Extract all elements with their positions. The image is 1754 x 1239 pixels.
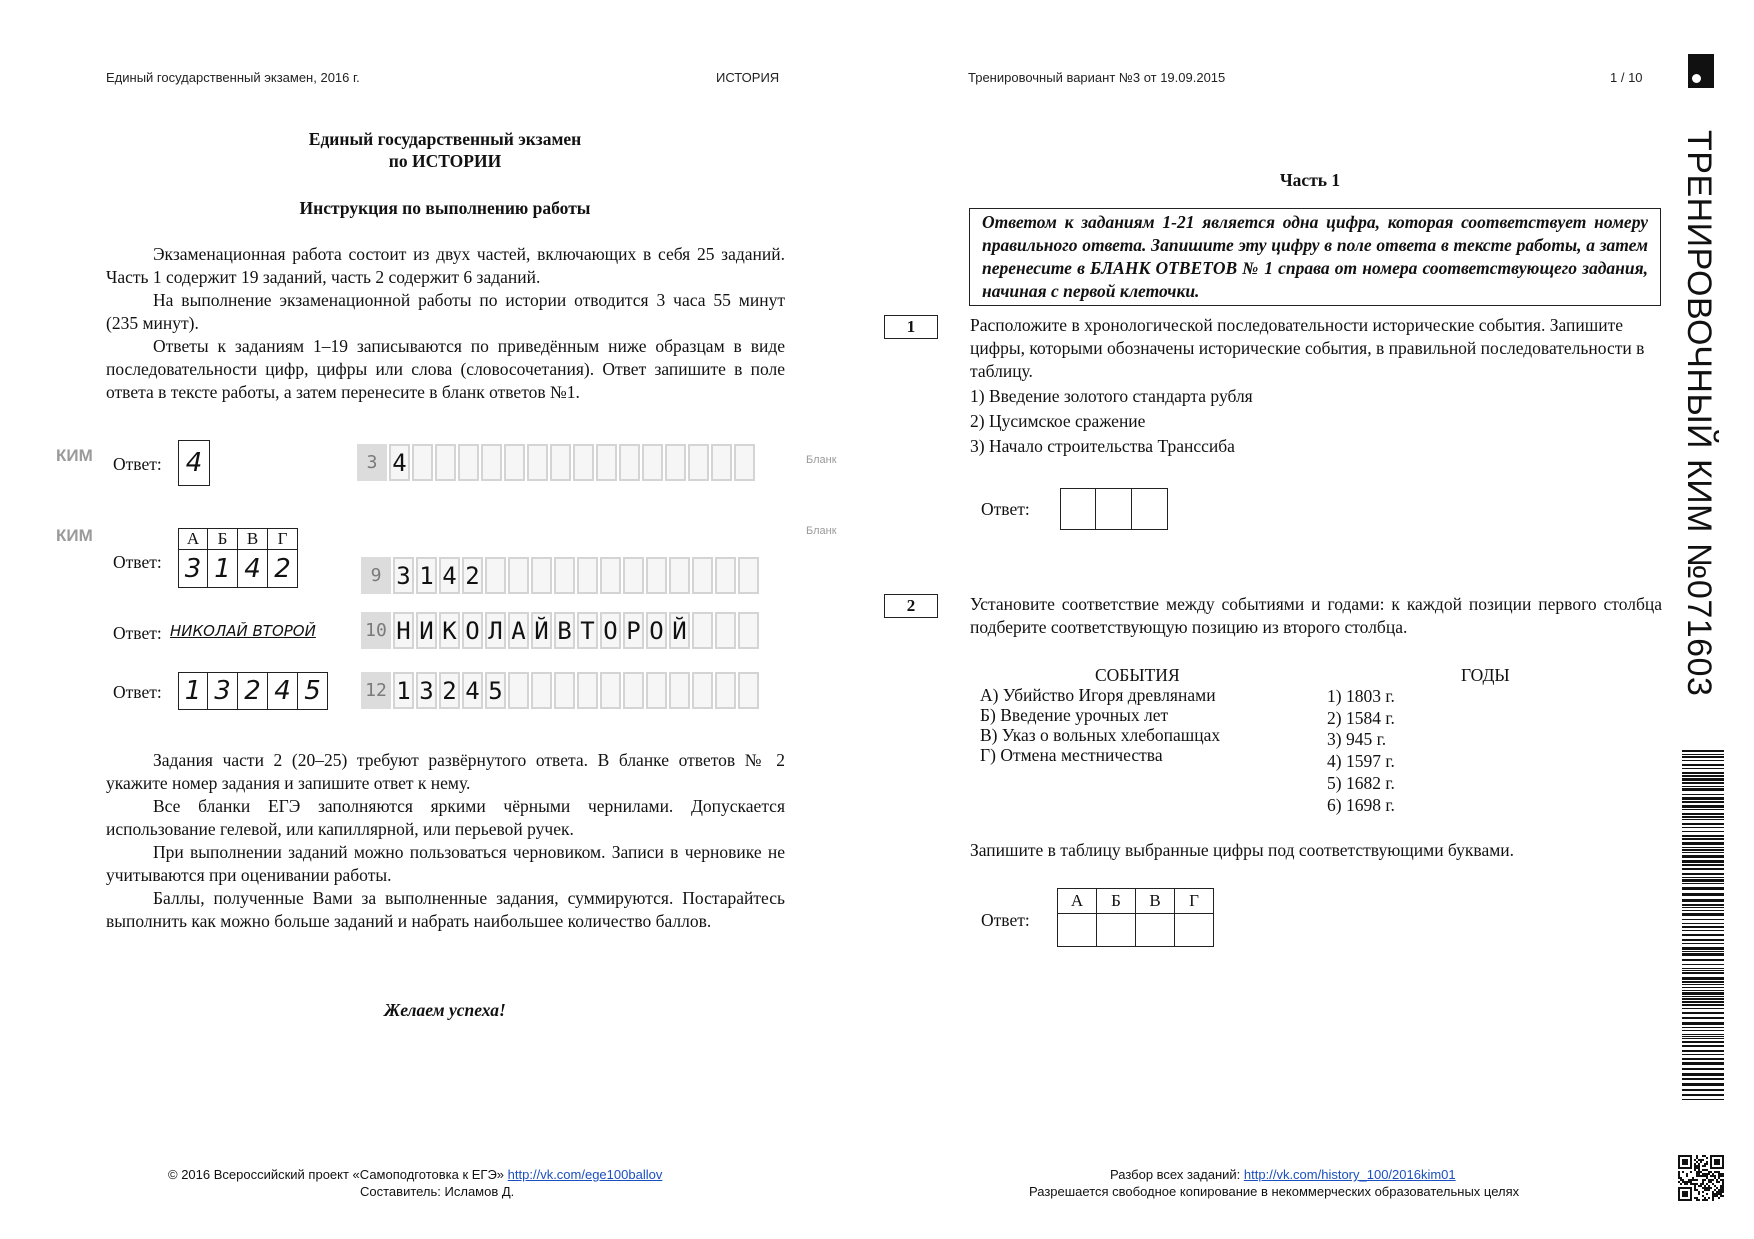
- letter-cell: Г: [1175, 889, 1214, 914]
- blank-label: Бланк: [806, 454, 837, 466]
- footer-copy-note: Разрешается свободное копирование в некоммерческих образовательных целях: [1029, 1184, 1520, 1199]
- page-title-line2: по ИСТОРИИ: [388, 151, 502, 171]
- blank-strip-example-2: [361, 557, 761, 594]
- digit-cell: 1: [178, 672, 208, 710]
- header-exam-title: Единый государственный экзамен, 2016 г.: [106, 70, 360, 85]
- year-item: 4) 1597 г.: [1327, 751, 1395, 772]
- task-1-item: 2) Цусимское сражение: [970, 411, 1146, 431]
- blank-label: Бланк: [806, 525, 837, 537]
- letter-cell: Г: [268, 528, 298, 550]
- task-2-intro: Установите соответствие между событиями и годами: к каждой позиции первого столбца подберите соответствующую позицию из второго столбца.: [970, 594, 1662, 637]
- page-title-line1: Единый государственный экзамен: [308, 129, 582, 149]
- strip-cell: К: [439, 612, 460, 649]
- qr-code-icon: [1678, 1155, 1724, 1201]
- barcode-icon: [1682, 750, 1724, 1100]
- instructions-paragraph-2: На выполнение экзаменационной работы по истории отводится 3 часа 55 минут (235 минут).: [106, 290, 785, 333]
- strip-cell: 3: [416, 672, 437, 709]
- answer-cell[interactable]: [1058, 914, 1097, 947]
- task-1-answer-field[interactable]: [1060, 488, 1168, 530]
- strip-number: 10: [361, 612, 391, 649]
- digit-cell: 4: [238, 550, 268, 588]
- strip-cell: 1: [416, 557, 437, 594]
- digit-cell: 3: [178, 550, 208, 588]
- instructions-paragraph-1: Экзаменационная работа состоит из двух частей, включающих в себя 25 заданий. Часть 1 содержит 19 заданий, часть 2 содержит 6 заданий.: [106, 244, 785, 287]
- strip-cell: 4: [389, 444, 410, 481]
- task-1-item: 3) Начало строительства Транссиба: [970, 436, 1235, 456]
- letter-cell: В: [1136, 889, 1175, 914]
- blank-strip-example-3: [361, 612, 761, 649]
- answer-cell[interactable]: [1097, 914, 1136, 947]
- answer-label: Ответ:: [113, 623, 162, 643]
- strip-number: 12: [361, 672, 391, 709]
- good-luck-text: Желаем успеха!: [384, 1000, 506, 1020]
- year-item: 3) 945 г.: [1327, 729, 1387, 750]
- answer-label: Ответ:: [981, 499, 1030, 519]
- header-subject: ИСТОРИЯ: [716, 70, 780, 85]
- blank-strip-example-4: [361, 672, 761, 709]
- strip-cell: А: [508, 612, 529, 649]
- strip-cell: Т: [577, 612, 598, 649]
- instructions-notice: Ответом к заданиям 1-21 является одна цифра, которая соответствует номеру правильного ответа. Запишите эту цифру в поле ответа в тексте работы, а затем перенесите в БЛАНК ОТВЕТОВ № 1 справа от номера соответствующего задания, начиная с первой клеточки.: [969, 208, 1661, 306]
- example-word-answer: НИКОЛАЙ ВТОРОЙ: [170, 622, 316, 640]
- answer-cell[interactable]: [1136, 914, 1175, 947]
- instructions-paragraph-6: При выполнении заданий можно пользоваться черновиком. Записи в черновике не учитываются при оценивании работы.: [106, 842, 785, 885]
- strip-cell: Й: [531, 612, 552, 649]
- years-column-title: ГОДЫ: [1461, 665, 1510, 685]
- event-item: А) Убийство Игоря древлянами: [980, 685, 1216, 705]
- year-item: 1) 1803 г.: [1327, 686, 1395, 706]
- footer-link-vk-group[interactable]: http://vk.com/ege100ballov: [507, 1167, 663, 1182]
- strip-cell: 1: [393, 672, 414, 709]
- digit-cell: 2: [268, 550, 298, 588]
- strip-cell: О: [600, 612, 621, 649]
- strip-cell: 4: [439, 557, 460, 594]
- strip-number: 3: [357, 444, 387, 481]
- task-2-answer-table[interactable]: [1057, 888, 1214, 947]
- digit-cell: 2: [238, 672, 268, 710]
- instructions-paragraph-5: Все бланки ЕГЭ заполняются яркими чёрными чернилами. Допускается использование гелевой, или капиллярной, или перьевой ручек.: [106, 796, 785, 839]
- letter-cell: В: [238, 528, 268, 550]
- year-item: 2) 1584 г.: [1327, 707, 1395, 728]
- part-title: Часть 1: [1279, 170, 1341, 190]
- vertical-kim-title: ТРЕНИРОВОЧНЫЙ КИМ №071603: [1680, 130, 1718, 697]
- strip-cell: 3: [393, 557, 414, 594]
- answer-label: Ответ:: [981, 910, 1030, 930]
- letter-cell: Б: [1097, 889, 1136, 914]
- example-digits-box: [178, 672, 328, 710]
- letter-cell: Б: [208, 528, 238, 550]
- header-variant: Тренировочный вариант №3 от 19.09.2015: [968, 70, 1226, 85]
- strip-cell: 5: [485, 672, 506, 709]
- events-column-title: СОБЫТИЯ: [1095, 665, 1180, 685]
- strip-cell: 4: [462, 672, 483, 709]
- answer-label: Ответ:: [113, 552, 162, 572]
- digit-cell: 3: [208, 672, 238, 710]
- registration-mark: [1688, 54, 1714, 88]
- event-item: Б) Введение урочных лет: [980, 705, 1169, 725]
- digit-cell: 1: [208, 550, 238, 588]
- strip-cell: Р: [623, 612, 644, 649]
- task-number-2: 2: [884, 594, 938, 618]
- year-item: 5) 1682 г.: [1327, 772, 1395, 793]
- footer-link-analysis[interactable]: http://vk.com/history_100/2016kim01: [1243, 1167, 1456, 1182]
- answer-cell[interactable]: [1175, 914, 1214, 947]
- task-number-1: 1: [884, 315, 938, 339]
- answer-label: Ответ:: [113, 682, 162, 702]
- strip-cell: О: [646, 612, 667, 649]
- letter-cell: А: [178, 528, 208, 550]
- event-item: Г) Отмена местничества: [980, 745, 1163, 765]
- footer-analysis-text: Разбор всех заданий:: [1110, 1167, 1241, 1182]
- strip-cell: 2: [462, 557, 483, 594]
- instructions-title: Инструкция по выполнению работы: [299, 198, 591, 218]
- strip-cell: Н: [393, 612, 414, 649]
- strip-cell: 2: [439, 672, 460, 709]
- kim-label: КИМ: [56, 446, 93, 465]
- letter-cell: А: [1058, 889, 1097, 914]
- answer-label: Ответ:: [113, 454, 162, 474]
- task-1-intro: Расположите в хронологической последовательности исторические события. Запишите цифры, которыми обозначены исторические события, в правильной последовательности в таблицу.: [970, 315, 1645, 381]
- event-item: В) Указ о вольных хлебопашцах: [980, 725, 1221, 745]
- digit-cell: 4: [268, 672, 298, 710]
- instructions-paragraph-3: Ответы к заданиям 1–19 записываются по приведённым ниже образцам в виде последовательности цифр, цифры или слова (словосочетания). Ответ запишите в поле ответа в тексте работы, а затем перенесите в бланк ответов №1.: [106, 336, 785, 402]
- strip-number: 9: [361, 557, 391, 594]
- strip-cell: В: [554, 612, 575, 649]
- example-letter-table: [178, 528, 298, 588]
- instructions-paragraph-4: Задания части 2 (20–25) требуют развёрнутого ответа. В бланке ответов № 2 укажите номер задания и запишите ответ к нему.: [106, 750, 785, 793]
- year-item: 6) 1698 г.: [1327, 794, 1395, 815]
- task-1-item: 1) Введение золотого стандарта рубля: [970, 386, 1253, 406]
- example-answer-box: 4: [178, 440, 210, 486]
- digit-cell: 5: [298, 672, 328, 710]
- instructions-paragraph-7: Баллы, полученные Вами за выполненные задания, суммируются. Постарайтесь выполнить как можно больше заданий и набрать наибольшее количество баллов.: [106, 888, 785, 931]
- footer-author: Составитель: Исламов Д.: [360, 1184, 515, 1199]
- header-page-number: 1 / 10: [1610, 70, 1643, 85]
- strip-cell: Л: [485, 612, 506, 649]
- strip-cell: О: [462, 612, 483, 649]
- task-2-write-instruction: Запишите в таблицу выбранные цифры под соответствующими буквами.: [970, 840, 1515, 860]
- strip-cell: Й: [669, 612, 690, 649]
- strip-cell: И: [416, 612, 437, 649]
- footer-copyright: © 2016 Всероссийский проект «Самоподготовка к ЕГЭ»: [168, 1167, 505, 1182]
- blank-strip-example-1: [357, 444, 757, 481]
- kim-label: КИМ: [56, 526, 93, 545]
